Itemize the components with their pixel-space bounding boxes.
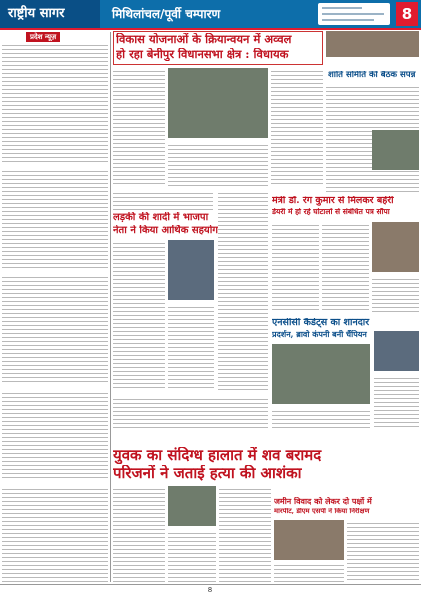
minister-headline-line2: डेयरी में हो रहे घोटालों से संबंधित पत्र सौंपा xyxy=(272,208,390,216)
ncc-headline-line2: प्रदर्शन, ब्रावो कंपनी बनी चैंपियन xyxy=(272,330,367,339)
left-column-text xyxy=(2,42,108,162)
left-column-text xyxy=(2,390,108,480)
ncc-side-text xyxy=(374,375,419,428)
wedding-headline-line2: नेता ने किया आर्थिक सहयोग xyxy=(113,225,218,236)
newspaper-brand: राष्ट्रीय सागर xyxy=(0,0,100,28)
land-headline-line2: मारपीट, डीएम एसपी ने किया निरीक्षण xyxy=(274,508,370,515)
lead-headline-line2: हो रहा बेनीपुर विधानसभा क्षेत्र : विधायक xyxy=(116,48,289,61)
bottom-headline-line2: परिजनों ने जताई हत्या की आशंका xyxy=(113,465,302,482)
ncc-story-text xyxy=(272,408,370,428)
minister-story-photo xyxy=(372,222,419,272)
lead-story-photo xyxy=(168,68,268,138)
center-lower-text xyxy=(113,396,268,430)
ncc-headline-line1: एनसीसी कैडेट्स का शानदार xyxy=(272,318,370,328)
bottom-story-photo xyxy=(168,486,216,526)
land-headline-line1: जमीन विवाद को लेकर दो पक्षों में xyxy=(274,497,372,506)
land-story-text xyxy=(347,520,419,582)
left-column-text xyxy=(2,274,108,384)
page-number: 8 xyxy=(396,2,418,26)
minister-story-text xyxy=(272,222,319,312)
bottom-story-text xyxy=(113,486,165,582)
dateline-box xyxy=(318,3,390,25)
land-story-text xyxy=(274,562,344,582)
lead-story-text xyxy=(168,142,268,186)
lead-headline-line1: विकास योजनाओं के क्रियान्वयन में अव्वल xyxy=(116,33,292,46)
wedding-story-text xyxy=(113,190,213,210)
lead-story-text xyxy=(271,68,323,186)
left-column-text xyxy=(2,486,108,582)
right-top-small-photo xyxy=(372,130,419,170)
section-tag: प्रदेश न्यूज़ xyxy=(26,32,60,43)
ncc-side-photo xyxy=(374,331,419,371)
right-top-headline: शांति समिति की बैठक संपन्न xyxy=(328,71,416,80)
bottom-story-text xyxy=(168,530,216,582)
minister-headline-line1: मंत्री डॉ. रंग कुमार से मिलकर बहेरी xyxy=(272,196,394,206)
land-story-photo xyxy=(274,520,344,560)
footer-page-number: 8 xyxy=(207,586,213,594)
minister-story-text xyxy=(322,222,369,312)
minister-story-text xyxy=(372,276,419,312)
bottom-story-text xyxy=(219,486,271,582)
right-top-photo xyxy=(326,31,419,57)
ncc-story-photo xyxy=(272,344,370,404)
section-title: मिथिलांचल/पूर्वी चम्पारण xyxy=(112,7,221,21)
wedding-story-photo xyxy=(168,240,214,300)
left-column-text xyxy=(2,168,108,268)
bottom-headline-line1: युवक का संदिग्ध हालात में शव बरामद xyxy=(113,447,322,464)
column-divider xyxy=(110,32,111,582)
masthead-rule xyxy=(0,28,421,30)
center-column-text xyxy=(218,190,268,390)
lead-story-text xyxy=(113,68,165,186)
wedding-headline-line1: लड़की की शादी में भाजपा xyxy=(113,212,209,223)
